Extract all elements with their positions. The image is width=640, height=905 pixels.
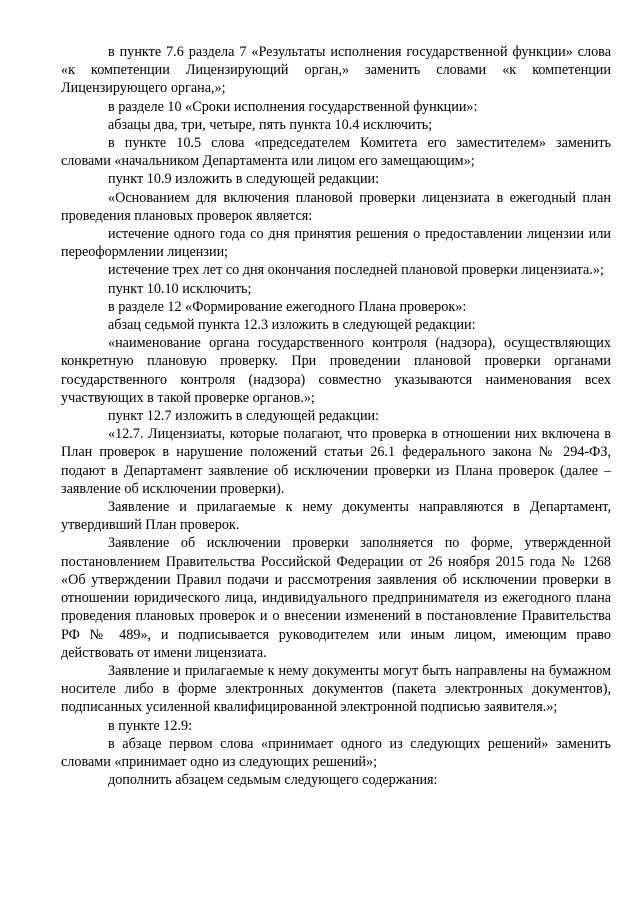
paragraph-14: «12.7. Лицензиаты, которые полагают, что проверка в отношении них включена в План проверок в нарушение положений статьи 26.1 федерального закона № 294-ФЗ, подают в Департамент заявление об исключении проверки из Плана проверок (далее – заявление об исключении проверки). — [61, 426, 611, 497]
paragraph-2: в разделе 10 «Сроки исполнения государственной функции»: — [108, 98, 478, 115]
paragraph-9: пункт 10.10 исключить; — [108, 280, 252, 297]
paragraph-6: «Основанием для включения плановой проверки лицензиата в ежегодный план проведения плановых проверок является: — [61, 189, 611, 224]
paragraph-16: Заявление об исключении проверки заполняется по форме, утвержденной постановлением Правительства Российской Федерации от 26 ноября 2015 года № 1268 «Об утверждении Правил подачи и рассмотрения заявления об исключении проверки в отношении юридического лица, индивидуального предпринимателя из ежегодного плана проведения плановых проверок и о внесении изменений в постановление Правительства РФ № 489», и подписывается руководителем или иным лицом, имеющим право действовать от имени лицензиата. — [61, 535, 611, 661]
paragraph-17: Заявление и прилагаемые к нему документы могут быть направлены на бумажном носителе либо в форме электронных документов (пакета электронных документов), подписанных усиленной квалифицированной электронной подписью заявителя.»; — [61, 662, 611, 716]
paragraph-15: Заявление и прилагаемые к нему документы направляются в Департамент, утвердивший План проверок. — [61, 499, 611, 534]
paragraph-5: пункт 10.9 изложить в следующей редакции: — [108, 171, 380, 188]
paragraph-18: в пункте 12.9: — [108, 717, 193, 734]
paragraph-12: «наименование органа государственного контроля (надзора), осуществляющих конкретную плановую проверку. При проведении плановой проверки органами государственного контроля (надзора) совместно указываются наименования всех участвующих в такой проверке органов.»; — [61, 335, 611, 406]
paragraph-1: в пункте 7.6 раздела 7 «Результаты исполнения государственной функции» слова «к компетенции Лицензирующий орган,» заменить словами «к компетенции Лицензирующего органа,»; — [61, 44, 611, 97]
document-page — [61, 43, 611, 789]
paragraph-11: абзац седьмой пункта 12.3 изложить в следующей редакции: — [108, 317, 476, 334]
paragraph-3: абзацы два, три, четыре, пять пункта 10.4 исключить; — [108, 116, 433, 133]
paragraph-7: истечение одного года со дня принятия решения о предоставлении лицензии или переоформлении лицензии; — [61, 226, 611, 261]
paragraph-20: дополнить абзацем седьмым следующего содержания: — [108, 772, 438, 789]
paragraph-10: в разделе 12 «Формирование ежегодного Плана проверок»: — [108, 298, 467, 315]
paragraph-19: в абзаце первом слова «принимает одного из следующих решений» заменить словами «принимает одно из следующих решений»; — [61, 735, 611, 770]
paragraph-13: пункт 12.7 изложить в следующей редакции: — [108, 408, 380, 425]
paragraph-8: истечение трех лет со дня окончания последней плановой проверки лицензиата.»; — [108, 262, 604, 279]
paragraph-4: в пункте 10.5 слова «председателем Комитета его заместителем» заменить словами «начальником Департамента или лицом его замещающим»; — [61, 135, 611, 170]
